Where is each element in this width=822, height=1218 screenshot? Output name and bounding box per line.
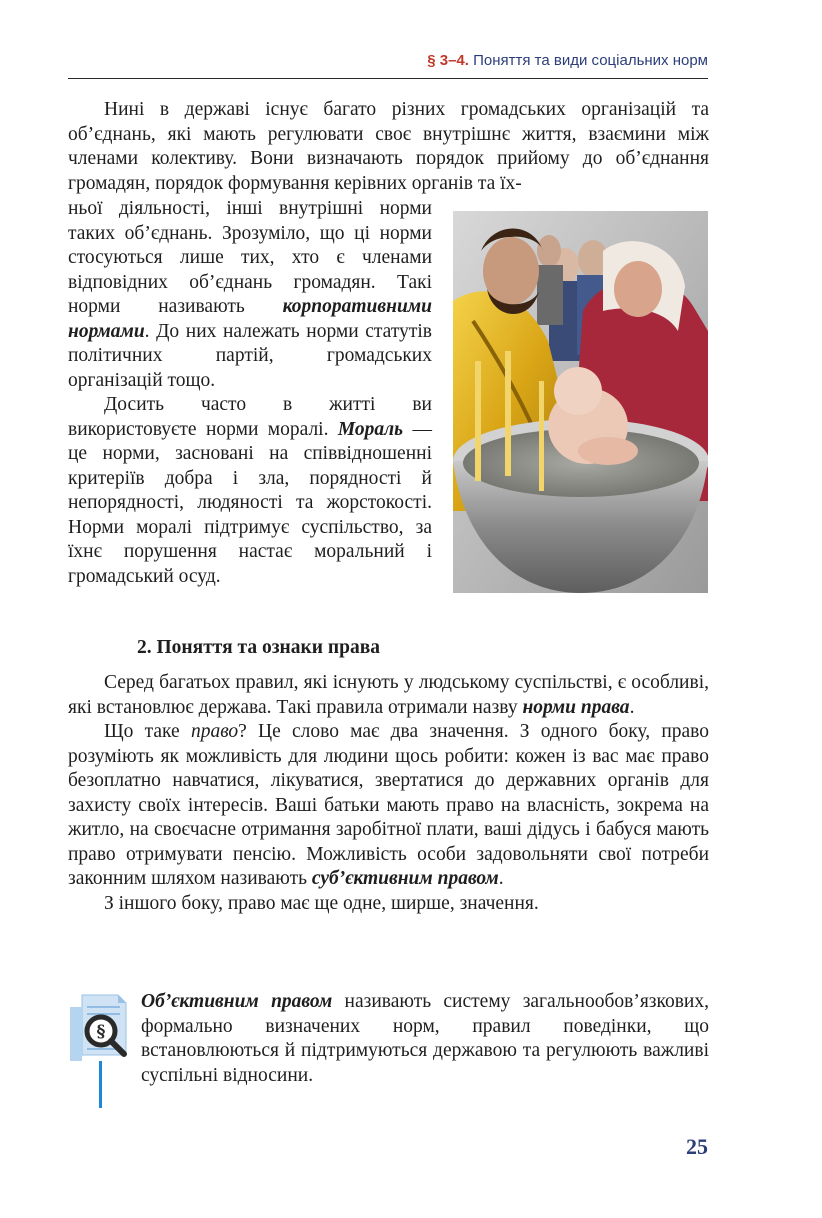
term-morality: Мораль <box>337 418 404 440</box>
term-corporate-norms: корпоративними нормами <box>68 296 432 342</box>
paragraph-morality: Досить часто в житті ви використовуєте норми моралі. Мораль — це норми, засновані на співвідношенні критеріїв добра і зла, порядності й непорядності, людяності та жорстокості. Норми моралі підтримує суспільство, за їхнє порушення настає моральний і громадський осуд. <box>68 394 432 587</box>
text-block-norms <box>68 197 432 589</box>
term-objective-law: Об’єктивним правом <box>141 991 333 1012</box>
baptism-illustration <box>453 211 708 593</box>
definition-marker-icon <box>68 993 134 1108</box>
paragraph-organizations: Нині в державі існує багато різних громадських організацій та об’єднань, які мають регулювати своє внутрішнє життя, взаємини між членами колективу. Вони визначають порядок прийому до об’єднання громадян, порядок формування керівних органів та їх- <box>68 99 709 194</box>
baptism-photo <box>453 211 708 593</box>
document-magnifier-icon <box>68 993 134 1108</box>
page-number: 25 <box>686 1134 708 1159</box>
text-block-intro <box>68 98 709 196</box>
term-legal-norms: норми права <box>522 696 630 718</box>
running-header <box>68 52 708 79</box>
section-number: § 3–4. <box>427 52 469 69</box>
paragraph-legal-norms: Серед багатьох правил, які існують у людському суспільстві, є особливі, які встановлює держава. Такі правила отримали назву норми права. <box>68 672 709 718</box>
term-subjective-law: суб’єктивним правом <box>311 868 499 889</box>
definition-block <box>141 990 709 1088</box>
paragraph-what-is-law: Що таке право? Це слово має два значення. З одного боку, право розуміють як можливість для людини щось робити: кожен із вас має право безоплатно навчатися, лікуватися, звертатися до державних органів для захисту своїх інтересів. Ваші батьки мають право на власність, зокрема на житло, на своєчасне отримання заробітної плати, ваші дідусь і бабуся мають право отримувати пенсію. Можливість особи задовольняти свої потреби законним шляхом називають суб’єктивним правом. <box>68 721 709 889</box>
definition-objective-law: Об’єктивним правом називають систему загальнообов’язкових, формально визначених норм, правил поведінки, що встановлюються й підтримуються державою та регулюють важливі суспільні відносини. <box>141 991 709 1086</box>
paragraph-other-meaning: З іншого боку, право має ще одне, ширше, значення. <box>104 892 539 914</box>
header-title: Поняття та види соціальних норм <box>473 52 708 69</box>
svg-text:§: § <box>96 1022 106 1042</box>
text-block-law <box>68 671 709 916</box>
paragraph-corporate-norms: ньої діяльності, інші внутрішні норми таких об’єднань. Зрозуміло, що ці норми стосуються лише тих, хто є членами відповідних об’єднань громадян. Такі норми називають корпоративними нормами. До них належать норми статутів політичних партій, громадських організацій тощо. <box>68 198 432 391</box>
section-heading: 2. Поняття та ознаки права <box>137 637 380 658</box>
term-law: право <box>190 721 239 742</box>
